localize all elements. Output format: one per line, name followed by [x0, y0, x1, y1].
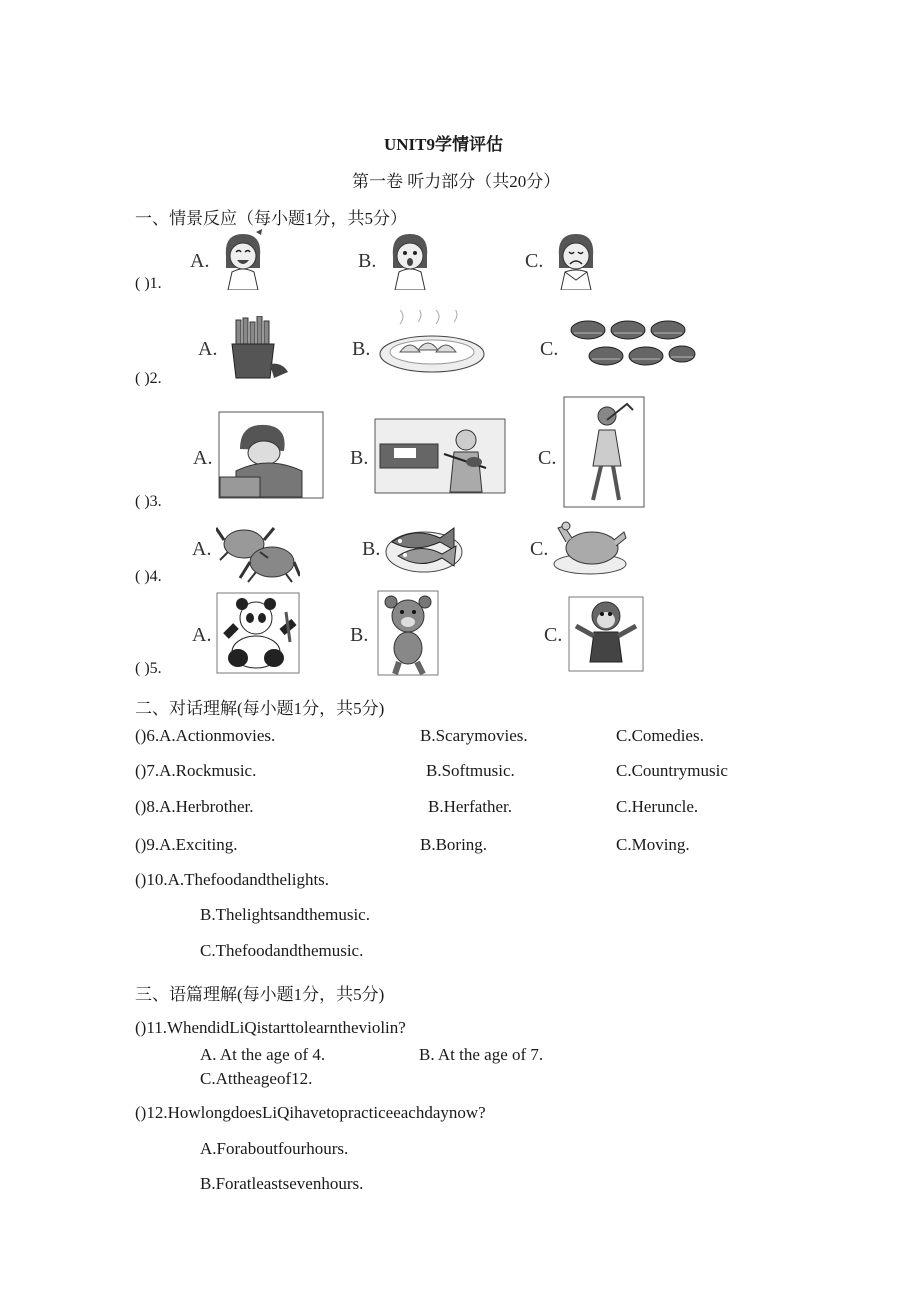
section1-heading: 一、情景反应（每小题1分，共5分）	[135, 209, 407, 228]
question-4-number: ( )4.	[135, 568, 162, 585]
q11-option-b: B. At the age of 7.	[419, 1045, 544, 1064]
hamburgers-image	[568, 318, 696, 370]
q12-text: ()12.HowlongdoesLiQihavetopracticeeachdaynow?	[135, 1103, 486, 1122]
q4-option-a-label: A.	[192, 538, 212, 560]
roast-chicken-image	[552, 518, 628, 576]
q11-text: ()11.WhendidLiQistarttolearntheviolin?	[135, 1018, 406, 1037]
q1-option-c-label: C.	[525, 250, 544, 272]
question-1-number: ( )1.	[135, 275, 162, 292]
q7-text: ()7.A.Rockmusic.	[135, 761, 257, 780]
q9-option-c: C.Moving.	[616, 835, 690, 854]
q9-text: ()9.A.Exciting.	[135, 835, 238, 854]
q6-text: ()6.A.Actionmovies.	[135, 726, 276, 745]
question-2-number: ( )2.	[135, 370, 162, 387]
q12-option-b: B.Foratleastsevenhours.	[200, 1174, 364, 1193]
bear-image	[377, 590, 439, 676]
q8-text: ()8.A.Herbrother.	[135, 797, 254, 816]
q3-option-a-label: A.	[193, 447, 213, 469]
crabs-image	[216, 518, 300, 584]
q5-option-a-label: A.	[192, 624, 212, 646]
q6-option-b: B.Scarymovies.	[420, 726, 528, 745]
q4-option-c-label: C.	[530, 538, 549, 560]
singing-girl-image	[563, 396, 645, 508]
q10-text: ()10.A.Thefoodandthelights.	[135, 870, 330, 889]
q5-option-b-label: B.	[350, 624, 369, 646]
q12-option-a: A.Foraboutfourhours.	[200, 1139, 349, 1158]
q11-option-a: A. At the age of 4.	[200, 1045, 326, 1064]
q3-option-b-label: B.	[350, 447, 369, 469]
q10-option-c: C.Thefoodandthemusic.	[200, 941, 364, 960]
q10-option-b: B.Thelightsandthemusic.	[200, 905, 370, 924]
paper-subtitle: 第一卷 听力部分（共20分）	[352, 172, 561, 191]
q8-option-b: B.Herfather.	[428, 797, 513, 816]
q6-option-c: C.Comedies.	[616, 726, 704, 745]
q8-option-c: C.Heruncle.	[616, 797, 699, 816]
dumplings-plate-image	[378, 310, 486, 384]
q9-option-b: B.Boring.	[420, 835, 488, 854]
q7-option-b: B.Softmusic.	[426, 761, 515, 780]
surprised-girl-image	[385, 228, 435, 290]
q3-option-c-label: C.	[538, 447, 557, 469]
violin-player-image	[374, 418, 506, 494]
fish-plate-image	[384, 520, 464, 576]
q1-option-a-label: A.	[190, 250, 210, 272]
question-5-number: ( )5.	[135, 660, 162, 677]
crying-girl-image	[551, 228, 601, 290]
question-3-number: ( )3.	[135, 493, 162, 510]
section3-heading: 三、语篇理解(每小题1分，共5分)	[135, 985, 385, 1004]
page-title: UNIT9学情评估	[384, 135, 504, 154]
section2-heading: 二、对话理解(每小题1分，共5分)	[135, 699, 385, 718]
q2-option-a-label: A.	[198, 338, 218, 360]
q11-option-c: C.Attheageof12.	[200, 1069, 313, 1088]
laughing-girl-image	[218, 228, 268, 290]
french-fries-image	[226, 316, 296, 382]
panda-image	[216, 592, 300, 674]
q2-option-b-label: B.	[352, 338, 371, 360]
q4-option-b-label: B.	[362, 538, 381, 560]
sleeping-person-image	[218, 411, 324, 499]
q5-option-c-label: C.	[544, 624, 563, 646]
q7-option-c: C.Countrymusic	[616, 761, 728, 780]
q1-option-b-label: B.	[358, 250, 377, 272]
monkey-image	[568, 596, 644, 672]
q2-option-c-label: C.	[540, 338, 559, 360]
